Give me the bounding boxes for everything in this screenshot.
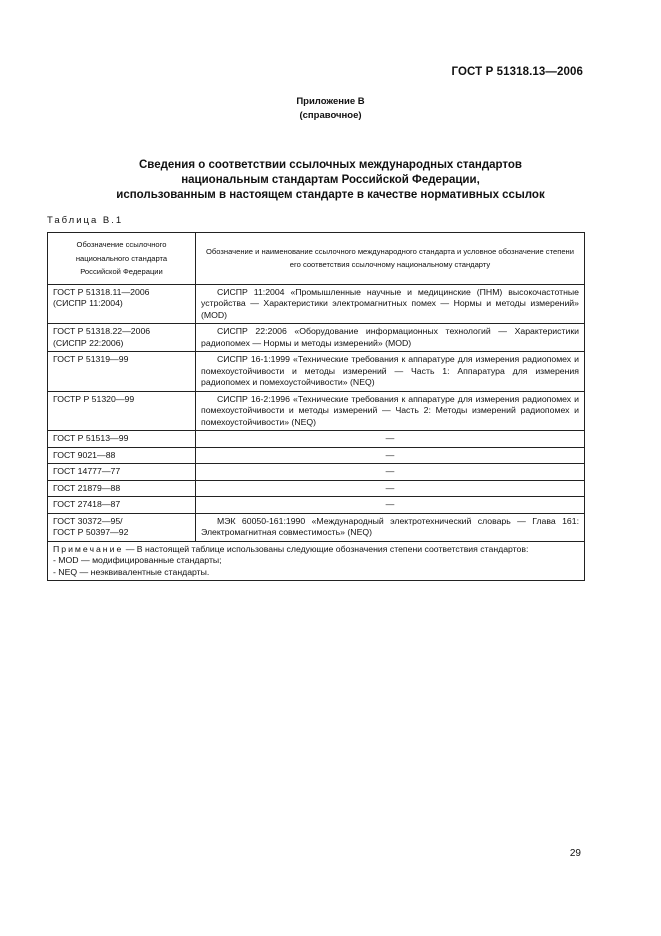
title-line: использованным в настоящем стандарте в качестве нормативных ссылок <box>116 189 545 201</box>
national-standard-designation: (СИСПР 22:2006) <box>53 337 124 348</box>
table-row <box>48 497 585 514</box>
note-item: - MOD — модифицированные стандарты; <box>53 555 222 565</box>
note-paragraph <box>53 544 579 556</box>
title-line: национальным стандартам Российской Федерации, <box>181 174 480 186</box>
appendix-label: Приложение В <box>296 96 365 107</box>
appendix-heading <box>0 95 661 123</box>
international-standard-cell: — <box>196 447 585 464</box>
national-standard-designation: ГОСТ Р 50397—92 <box>53 527 129 537</box>
international-standard-cell: СИСПР 22:2006 «Оборудование информационных технологий — Характеристики радиопомех — Нормы и методы измерений» (MOD) <box>196 324 585 352</box>
international-standard-cell: — <box>196 464 585 481</box>
note-head: Примечание <box>53 543 124 554</box>
table-row <box>48 324 585 352</box>
table-row <box>48 464 585 481</box>
international-standard-cell: МЭК 60050-161:1990 «Международный электротехнический словарь — Глава 161: Электромагнитная совместимость» (NEQ) <box>196 513 585 541</box>
national-standard-cell <box>48 464 196 481</box>
national-standard-designation: ГОСТ 27418—87 <box>53 499 121 509</box>
national-standard-cell <box>48 391 196 431</box>
national-standard-designation: ГОСТ 21879—88 <box>53 482 121 493</box>
table-row <box>48 480 585 497</box>
table-note-row <box>48 541 585 581</box>
table-row <box>48 447 585 464</box>
national-standard-designation: ГОСТ Р 51318.22—2006 <box>53 326 151 336</box>
national-standard-cell <box>48 497 196 514</box>
table-caption: Таблица В.1 <box>47 215 124 226</box>
international-standard-cell: СИСПР 16-2:1996 «Технические требования к аппаратуре для измерения радиопомех и помехоустойчивости и методы измерений — Часть 2: Методы измерений радиопомех и помехоустойчивости» (NEQ) <box>196 391 585 431</box>
table-note <box>48 541 585 581</box>
table-row <box>48 352 585 392</box>
national-standard-cell <box>48 324 196 352</box>
column-header-national: Обозначение ссылочного национального стандарта Российской Федерации <box>48 233 196 285</box>
table-row <box>48 431 585 448</box>
national-standard-cell <box>48 513 196 541</box>
national-standard-designation: ГОСТ Р 51319—99 <box>53 354 129 364</box>
national-standard-designation: ГОСТ 30372—95/ <box>53 515 123 526</box>
international-standard-cell: — <box>196 480 585 497</box>
national-standard-cell <box>48 447 196 464</box>
national-standard-cell <box>48 480 196 497</box>
international-standard-cell: — <box>196 431 585 448</box>
note-text: — В настоящей таблице использованы следующие обозначения степени соответствия стандартов: <box>123 543 529 554</box>
national-standard-designation: (СИСПР 11:2004) <box>53 298 123 308</box>
standards-correspondence-table <box>47 232 585 581</box>
document-title <box>60 158 601 203</box>
standard-code-header: ГОСТ Р 51318.13—2006 <box>451 66 583 78</box>
appendix-kind: (справочное) <box>299 110 362 121</box>
national-standard-cell <box>48 352 196 392</box>
national-standard-designation: ГОСТ 9021—88 <box>53 449 116 460</box>
title-line: Сведения о соответствии ссылочных международных стандартов <box>138 159 522 171</box>
page-number: 29 <box>569 848 581 859</box>
note-item: - NEQ — неэквивалентные стандарты. <box>53 566 210 577</box>
table-row <box>48 391 585 431</box>
international-standard-cell: СИСПР 11:2004 «Промышленные научные и медицинские (ПНМ) высокочастотные устройства — Характеристики электромагнитных помех — Нормы и методы измерений» (MOD) <box>196 284 585 324</box>
national-standard-designation: ГОСТ Р 51318.11—2006 <box>53 286 150 297</box>
table-row <box>48 284 585 324</box>
column-header-international: Обозначение и наименование ссылочного международного стандарта и условное обозначение степени его соответствия ссылочному национальному стандарту <box>196 233 585 285</box>
national-standard-designation: ГОСТР Р 51320—99 <box>53 393 135 404</box>
international-standard-cell: — <box>196 497 585 514</box>
national-standard-designation: ГОСТ Р 51513—99 <box>53 433 129 443</box>
table-row <box>48 513 585 541</box>
national-standard-cell <box>48 431 196 448</box>
national-standard-cell <box>48 284 196 324</box>
national-standard-designation: ГОСТ 14777—77 <box>53 466 121 476</box>
international-standard-cell: СИСПР 16-1:1999 «Технические требования к аппаратуре для измерения радиопомех и помехоустойчивости и методы измерений — Часть 1: Аппаратура для измерения радиопомех и помехоустойчивости» (NEQ) <box>196 352 585 392</box>
table-header-row <box>48 233 585 285</box>
